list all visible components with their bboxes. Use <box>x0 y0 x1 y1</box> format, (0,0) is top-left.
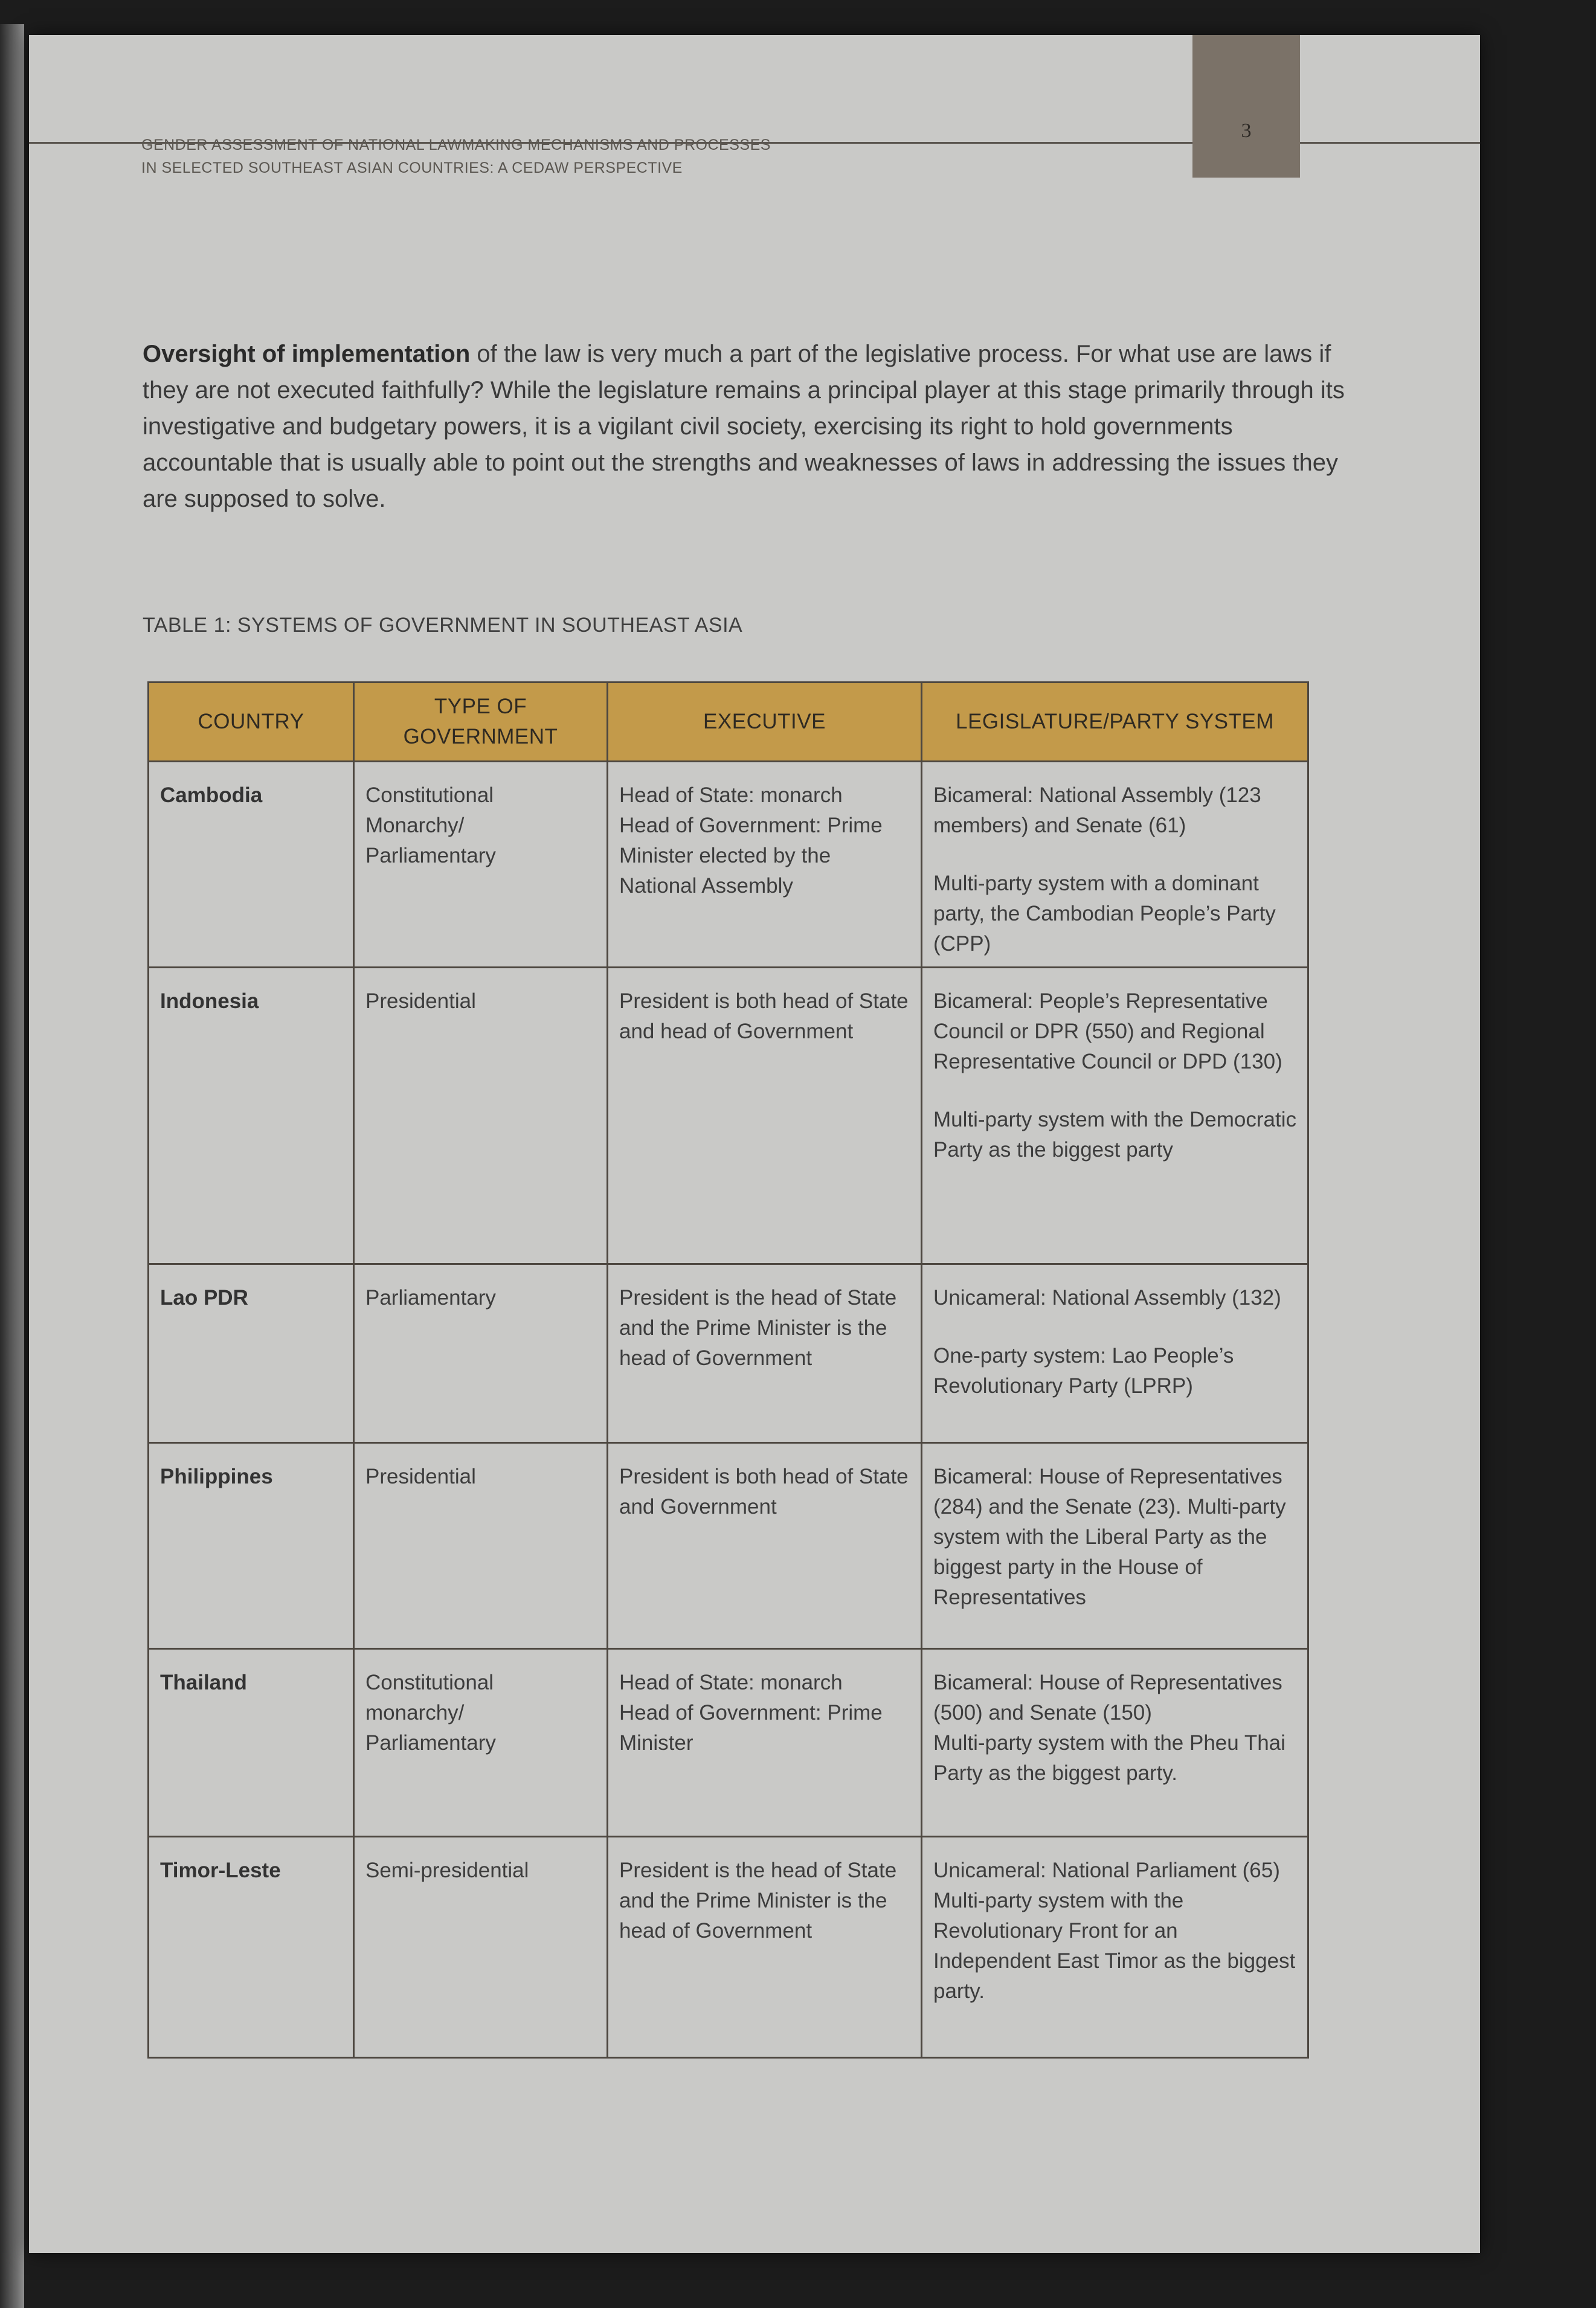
legislature-text: Unicameral: National Parliament (65) Multi-party system with the Revolutionary Front for an Independent East Timor as the biggest party. <box>933 1858 1296 2003</box>
legislature-cell <box>922 1649 1308 1837</box>
country-cell: Thailand <box>149 1649 354 1837</box>
government-systems-table <box>147 681 1309 2059</box>
executive-text: President is both head of State and head of Government <box>619 989 909 1043</box>
type-cell: Constitutional Monarchy/ Parliamentary <box>354 762 608 968</box>
party-system-text: Multi-party system with the Democratic Party as the biggest party <box>933 1107 1296 1162</box>
country-cell: Philippines <box>149 1443 354 1649</box>
header-country: COUNTRY <box>149 683 354 762</box>
legislature-text: Bicameral: People’s Representative Council or DPR (550) and Regional Representative Council or DPD (130) <box>933 989 1282 1073</box>
paragraph-text: of the law is very much a part of the legislative process. For what use are laws if they are not executed faithfully? While the legislature remains a principal player at this stage primarily through its investigative and budgetary powers, it is a vigilant civil society, exercising its right to hold governments accountable that is usually able to point out the strengths and weaknesses of laws in addressing the issues they are supposed to solve. <box>143 341 1345 512</box>
executive-cell <box>608 1836 922 2057</box>
table-row <box>149 1836 1308 2057</box>
executive-text: President is both head of State and Government <box>619 1465 909 1519</box>
country-cell: Cambodia <box>149 762 354 968</box>
table-row <box>149 967 1308 1264</box>
legislature-text: Bicameral: National Assembly (123 members) and Senate (61) <box>933 783 1261 837</box>
executive-cell <box>608 1443 922 1649</box>
table-row <box>149 1443 1308 1649</box>
book-spine-shadow <box>0 24 24 2308</box>
legislature-text: Bicameral: House of Representatives (500) and Senate (150) Multi-party system with the Pheu Thai Party as the biggest party. <box>933 1671 1285 1786</box>
table-row <box>149 1264 1308 1443</box>
running-head <box>141 133 771 179</box>
executive-text: Head of State: monarch Head of Government: Prime Minister elected by the National Assembly <box>619 783 883 898</box>
table-row <box>149 762 1308 968</box>
running-head-line-1: GENDER ASSESSMENT OF NATIONAL LAWMAKING MECHANISMS AND PROCESSES <box>141 137 771 153</box>
header-executive: EXECUTIVE <box>608 683 922 762</box>
executive-text: President is the head of State and the Prime Minister is the head of Government <box>619 1286 897 1371</box>
header-legislature: LEGISLATURE/PARTY SYSTEM <box>922 683 1308 762</box>
executive-cell <box>608 762 922 968</box>
legislature-cell <box>922 1443 1308 1649</box>
document-page <box>29 35 1480 2253</box>
executive-text: President is the head of State and the Prime Minister is the head of Government <box>619 1858 897 1943</box>
executive-text: Head of State: monarch Head of Government: Prime Minister <box>619 1671 883 1755</box>
type-cell: Presidential <box>354 967 608 1264</box>
executive-cell <box>608 1264 922 1443</box>
table-caption: TABLE 1: SYSTEMS OF GOVERNMENT IN SOUTHEAST ASIA <box>143 614 743 637</box>
legislature-cell <box>922 762 1308 968</box>
legislature-cell <box>922 1264 1308 1443</box>
type-cell: Parliamentary <box>354 1264 608 1443</box>
legislature-text: Unicameral: National Assembly (132) <box>933 1286 1281 1310</box>
legislature-cell <box>922 967 1308 1264</box>
type-cell: Semi-presidential <box>354 1836 608 2057</box>
party-system-text: One-party system: Lao People’s Revolutionary Party (LPRP) <box>933 1344 1234 1398</box>
page-number-tab <box>1192 35 1300 178</box>
legislature-cell <box>922 1836 1308 2057</box>
country-cell: Lao PDR <box>149 1264 354 1443</box>
body-paragraph <box>143 336 1345 517</box>
legislature-text: Bicameral: House of Representatives (284) and the Senate (23). Multi-party system with the Liberal Party as the biggest party in the House of Representatives <box>933 1465 1286 1610</box>
page-number: 3 <box>1241 120 1252 142</box>
country-cell: Indonesia <box>149 967 354 1264</box>
header-type-of-government: TYPE OF GOVERNMENT <box>354 683 608 762</box>
executive-cell <box>608 967 922 1264</box>
type-cell: Presidential <box>354 1443 608 1649</box>
party-system-text: Multi-party system with a dominant party, the Cambodian People’s Party (CPP) <box>933 872 1276 956</box>
country-cell: Timor-Leste <box>149 1836 354 2057</box>
paragraph-lead: Oversight of implementation <box>143 341 471 367</box>
type-cell: Constitutional monarchy/ Parliamentary <box>354 1649 608 1837</box>
table-row <box>149 1649 1308 1837</box>
executive-cell <box>608 1649 922 1837</box>
table-header-row <box>149 683 1308 762</box>
running-head-line-2: IN SELECTED SOUTHEAST ASIAN COUNTRIES: A CEDAW PERSPECTIVE <box>141 159 683 176</box>
